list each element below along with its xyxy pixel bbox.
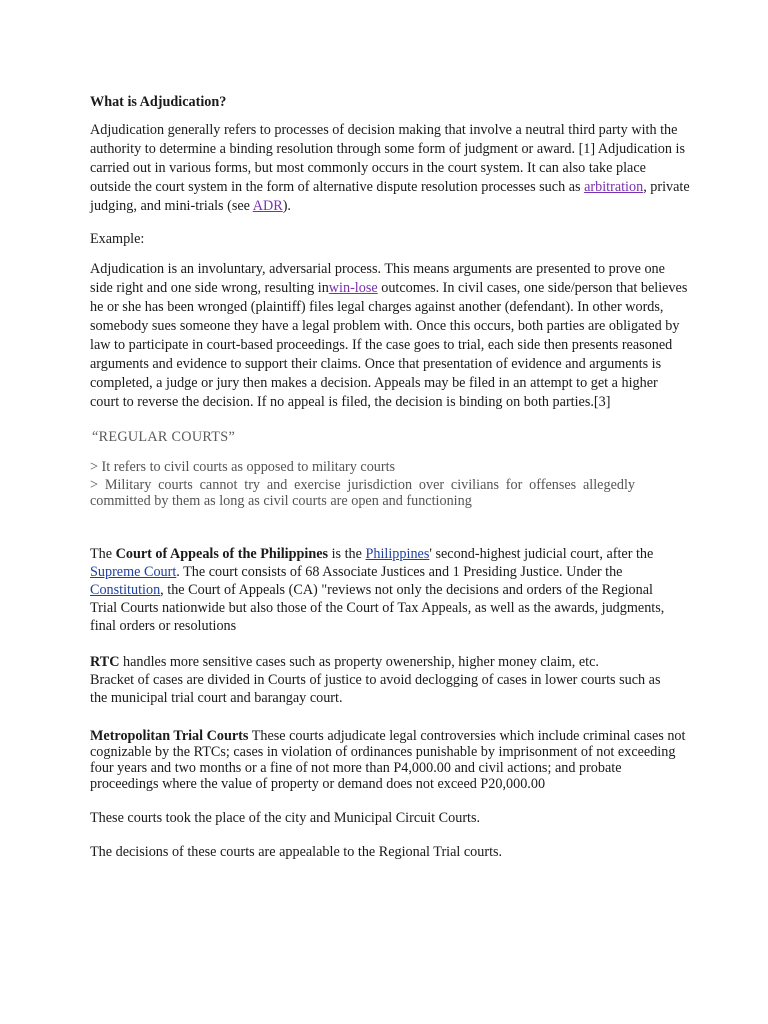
example-label: Example:: [90, 231, 145, 247]
paragraph-adjudication-definition: Adjudication generally refers to processes of decision making that involve a neutral third party with the authority to determine a binding resolution through some form of judgment or award. [1] Adjudication is carried out in various forms, but most commonly occurs in the court system. It can also take place outside the court system in the form of alternative dispute resolution processes such as arbitration, private judging, and mini-trials (see ADR).: [90, 122, 690, 214]
regular-courts-line-1: > It refers to civil courts as opposed to military courts: [90, 459, 396, 475]
link-adr[interactable]: ADR: [252, 198, 283, 214]
heading-what-is-adjudication: What is Adjudication?: [90, 94, 227, 110]
regular-courts-line-2: > Military courts cannot try and exercise jurisdiction over civilians for offenses allegedly committed by them as long as civil courts are open and functioning: [90, 477, 635, 509]
link-win-lose[interactable]: win-lose: [328, 280, 378, 296]
link-philippines[interactable]: Philippines: [365, 546, 430, 562]
paragraph-court-of-appeals: The Court of Appeals of the Philippines is the Philippines' second-highest judicial court, after the Supreme Court. The court consists of 68 Associate Justices and 1 Presiding Justice. Under the Constitution, the Court of Appeals (CA) "reviews not only the decisions and orders of the Regional Trial Courts nationwide but also those of the Court of Tax Appeals, as well as the awards, judgments, final orders or resolutions: [90, 546, 665, 634]
paragraph-adversarial-process: Adjudication is an involuntary, adversarial process. This means arguments are presented to prove one side right and one side wrong, resulting inwin-lose outcomes. In civil cases, one side/person that believes he or she has been wronged (plaintiff) files legal charges against another (defendant). In other words, somebody sues someone they have a legal problem with. Once this occurs, both parties are obligated by law to participate in court-based proceedings. If the case goes to trial, each side then presents reasoned arguments and evidence to support their claims. Once that presentation of evidence and arguments is completed, a judge or jury then makes a decision. Appeals may be filed in an attempt to get a higher court to reverse the decision. If no appeal is filed, the decision is binding on both parties.[3]: [90, 261, 688, 410]
paragraph-rtc: RTC handles more sensitive cases such as property owenership, higher money claim, etc. Bracket of cases are divided in Courts of justice to avoid declogging of cases in lower courts such as the municipal trial court and barangay court.: [90, 654, 661, 706]
link-constitution[interactable]: Constitution: [90, 582, 161, 598]
paragraph-took-place: These courts took the place of the city and Municipal Circuit Courts.: [90, 810, 481, 826]
paragraph-appealable: The decisions of these courts are appealable to the Regional Trial courts.: [90, 844, 503, 860]
regular-courts-title: “REGULAR COURTS”: [92, 429, 236, 445]
link-supreme-court[interactable]: Supreme Court: [90, 564, 177, 580]
paragraph-metropolitan-trial-courts: Metropolitan Trial Courts These courts adjudicate legal controversies which include criminal cases not cognizable by the RTCs; cases in violation of ordinances punishable by imprisonment of not exceeding four years and two months or a fine of not more than P4,000.00 and civil actions; and probate proceedings where the value of property or demand does not exceed P20,000.00: [90, 728, 686, 792]
link-arbitration[interactable]: arbitration: [584, 179, 644, 195]
